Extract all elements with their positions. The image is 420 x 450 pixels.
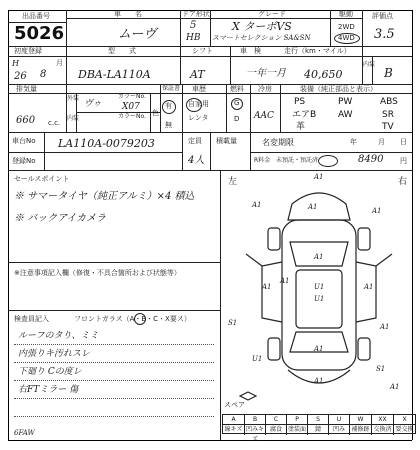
mark-roof-1: U1: [314, 283, 325, 291]
equipment-label: 装備（純正部品と表示）: [300, 85, 377, 93]
reg-era: H: [12, 59, 19, 68]
mark-rear-window: A1: [314, 345, 324, 353]
recycle-amount: 8490: [358, 154, 384, 165]
frame-left: [8, 10, 9, 440]
mark-right-quarter: S1: [376, 365, 386, 373]
legend-cell-c: [265, 415, 286, 435]
inspector-label: 検査員記入: [14, 315, 49, 323]
grade-label: グレード: [258, 10, 286, 18]
spare-label: スペア: [224, 401, 245, 409]
car-diagram: [222, 170, 416, 414]
mark-rear-bumper: A1: [314, 377, 324, 385]
right-mirror-line: [376, 254, 392, 266]
legend-meaning-w: 補修跡: [351, 426, 370, 433]
spare-tire-shape: [240, 392, 256, 400]
chassis-value: LA110A-0079203: [58, 137, 155, 150]
rule-warranty: [182, 84, 183, 132]
rule-lot: [66, 10, 67, 46]
color-value: ヴゥ: [84, 99, 102, 109]
legend-cell-u: [328, 415, 349, 435]
rule-load: [210, 132, 211, 170]
drive-2wd: 2WD: [338, 23, 355, 31]
load-label: 積載量: [216, 137, 237, 145]
exterior-label: 外装: [67, 95, 80, 102]
name-change-month: 月: [378, 138, 385, 146]
damage-legend: [222, 414, 416, 443]
rear-right-wheel: [358, 338, 370, 360]
equip-abs: ABS: [380, 97, 398, 107]
chassis-label: 車台No: [12, 137, 36, 145]
sales-line-2: ※ バックアイカメラ: [14, 213, 106, 224]
fuel-d: D: [234, 115, 240, 123]
name-change-year: 年: [350, 138, 357, 146]
model-label: 型 式: [108, 47, 136, 55]
legend-cell-b: [244, 415, 265, 443]
legend-cell-s: [307, 415, 328, 435]
rule-vehicle: [226, 84, 227, 132]
insp-rule-1: [14, 344, 214, 345]
recycle-deposited-circle: [318, 155, 338, 167]
insp-line-3: 下廻り Cの度レ: [18, 367, 82, 377]
legend-cell-xx: [371, 415, 393, 435]
equip-tv: TV: [382, 122, 394, 132]
vehicle-rental: レンタ: [188, 114, 209, 122]
warranty-label: 保証書: [162, 85, 181, 92]
mileage-value: 40,650: [304, 68, 343, 81]
insp-line-2: 内張りキ汚れスレ: [18, 349, 91, 359]
rule-fuel: [250, 84, 251, 132]
interior-color-label: 内装: [67, 115, 80, 122]
car-name: ムーヴ: [118, 27, 157, 42]
insp-rule-2: [14, 362, 214, 363]
drive-4wd: 4WD: [338, 34, 355, 42]
mileage-label: 走行（km・マイル）: [284, 47, 351, 55]
recycle-status: 未預託・預託済: [276, 157, 319, 164]
name-change-label: 名変期限: [262, 138, 294, 147]
rear-left-wheel: [268, 338, 280, 360]
lot-number: 5026: [14, 23, 65, 44]
notes-label: ※注意事項記入欄（修復・不具合箇所および状態等）: [14, 269, 181, 277]
name-change-day: 日: [400, 138, 407, 146]
legend-meaning-a: 線キズ: [224, 426, 243, 433]
legend-code-xx: XX: [378, 416, 387, 423]
rule-reg: [66, 46, 67, 84]
equip-sr: SR: [382, 110, 394, 120]
mark-left-rocker: S1: [228, 319, 238, 327]
rule-name: [180, 10, 181, 46]
legend-meaning-x: 要交換: [395, 426, 414, 433]
mark-right-rocker: A1: [380, 323, 390, 331]
windshield-label: フロントガラス（A・B・C・X要ス）: [74, 315, 191, 323]
sales-line-1: ※ サマータイヤ（純正アルミ）×4 積込: [14, 191, 195, 202]
legend-code-b: B: [252, 416, 258, 423]
capacity-value: 4人: [188, 155, 205, 166]
mark-left-door: A1: [262, 283, 272, 291]
rule-color: [160, 84, 161, 132]
windshield-b-circle: [134, 313, 146, 325]
reg-label: 初度登録: [14, 47, 42, 55]
cooling-value: AAC: [254, 111, 274, 121]
mark-windshield: A1: [314, 253, 324, 261]
displacement-label: 排気量: [16, 85, 37, 93]
interior-grade: B: [384, 66, 393, 80]
rule-door: [210, 10, 211, 46]
equip-pw: PW: [338, 97, 353, 107]
mark-left-fender: A1: [252, 201, 262, 209]
color-no-value: X07: [122, 102, 140, 112]
rule-row2-labels: [8, 56, 412, 57]
rule-center: [220, 170, 221, 440]
insp-line-4: 右FTミラー 傷: [18, 385, 79, 395]
insp-bottom-note: 6FAW: [14, 429, 35, 437]
left-door-shape: [262, 262, 282, 322]
legend-cell-a: [223, 415, 244, 435]
drive-label: 駆動: [339, 10, 353, 18]
front-right-wheel: [358, 228, 370, 250]
fuel-label: 燃料: [230, 85, 244, 93]
front-bumper-shape: [288, 193, 350, 220]
cooling-label: 冷房: [258, 85, 272, 93]
rule-disp: [66, 84, 67, 132]
color-no-label: カラーNo.: [118, 93, 146, 100]
score-value: 3.5: [374, 27, 395, 42]
rule-namechange: [250, 132, 251, 170]
reg-month-unit: 月: [56, 59, 63, 67]
rule-recycle: [250, 152, 412, 153]
inspect-label: 車 検: [240, 47, 261, 55]
mark-right-door: A1: [364, 283, 374, 291]
legend-code-x: X: [402, 416, 407, 423]
diagram-right-label: 右: [398, 177, 408, 187]
displacement-value: 660: [16, 115, 36, 126]
legend-meaning-u: 凹み: [332, 426, 345, 433]
rule-chassis: [8, 152, 182, 153]
rule-notes: [8, 310, 220, 311]
right-door-shape: [356, 262, 376, 322]
sales-label: セールスポイント: [14, 175, 70, 183]
rule-drive: [362, 10, 363, 46]
door-label: ドア形状: [182, 10, 210, 18]
cc-unit: c.c.: [48, 119, 61, 127]
rule-capacity: [182, 132, 183, 170]
insp-rule-5: [14, 416, 214, 417]
legend-meaning-b: 凹みキズ: [245, 426, 264, 443]
equip-leather: 革: [296, 122, 306, 132]
legend-cell-w: [349, 415, 371, 435]
shift-value: AT: [190, 68, 205, 81]
rule-grade: [330, 10, 331, 46]
inspection-value: 一年一月: [246, 68, 286, 79]
legend-code-c: C: [273, 416, 279, 423]
insp-line-1: ルーフのタり、ミミ: [18, 331, 99, 341]
insp-rule-3: [14, 380, 214, 381]
score-label: 評価点: [372, 12, 393, 20]
recycle-label: R料金: [254, 157, 271, 164]
mark-left-quarter: U1: [252, 355, 263, 363]
equip-aw: AW: [338, 110, 353, 120]
car-name-label: 車 名: [114, 10, 142, 18]
lot-label: 出品番号: [22, 12, 50, 20]
legend-cell-x: [393, 415, 415, 435]
vehicle-own: 自家用: [188, 100, 209, 108]
legend-meaning-s: 錆: [314, 426, 321, 433]
shift-label: シフト: [192, 47, 213, 55]
warranty-yes: 有: [165, 102, 172, 110]
rule-row3-labels: [8, 93, 412, 94]
rule-chassis-label: [44, 132, 45, 170]
interior-label: 内装: [363, 61, 376, 68]
legend-meaning-p: 塗装面: [287, 426, 306, 433]
mark-hood: A1: [308, 203, 318, 211]
legend-code-w: W: [357, 416, 364, 423]
mark-left-step: A1: [280, 277, 290, 285]
fuel-g: G: [234, 99, 240, 107]
model-value: DBA-LA110A: [78, 68, 151, 81]
rule-model: [180, 46, 181, 84]
legend-code-s: S: [316, 416, 320, 423]
rule-sales: [8, 262, 220, 263]
equip-airbag: エアB: [292, 110, 317, 120]
reg-year: 26: [14, 71, 27, 82]
warranty-no: 無: [165, 121, 172, 129]
vehicle-label: 車歴: [192, 85, 206, 93]
rule-cooling: [280, 84, 281, 132]
recycle-yen: 円: [400, 157, 407, 165]
mark-right-fender: A1: [372, 207, 382, 215]
mark-roof-2: U1: [314, 295, 325, 303]
mark-rear-corner: A1: [390, 383, 400, 391]
diagram-left-label: 左: [228, 177, 238, 187]
equip-ps: PS: [294, 97, 306, 107]
legend-code-p: P: [295, 416, 299, 423]
hb-value: HB: [186, 33, 201, 43]
left-mirror-line: [246, 254, 262, 266]
reg-month: 8: [40, 69, 47, 80]
color-label: 色: [152, 109, 159, 117]
legend-meaning-c: 腐食: [269, 426, 282, 433]
insp-rule-4: [14, 398, 214, 399]
mark-front-1: A1: [314, 173, 324, 181]
legend-meaning-xx: 交換済: [373, 426, 392, 433]
grade-sub: スマートセレクション SA&SN: [212, 34, 311, 42]
rule-shift: [230, 46, 231, 84]
grade-value: X ターボVS: [232, 20, 292, 33]
door-value: 5: [190, 20, 197, 31]
legend-code-a: A: [231, 416, 236, 423]
legend-code-u: U: [336, 416, 342, 423]
reg-no-label: 登録No: [12, 157, 36, 165]
frame-bottom: [8, 440, 412, 441]
interior-color-no-label: カラーNo.: [118, 113, 146, 120]
legend-cell-p: [286, 415, 307, 435]
rule-header-sub: [66, 18, 362, 19]
front-left-wheel: [268, 228, 280, 250]
capacity-label: 定員: [188, 137, 202, 145]
